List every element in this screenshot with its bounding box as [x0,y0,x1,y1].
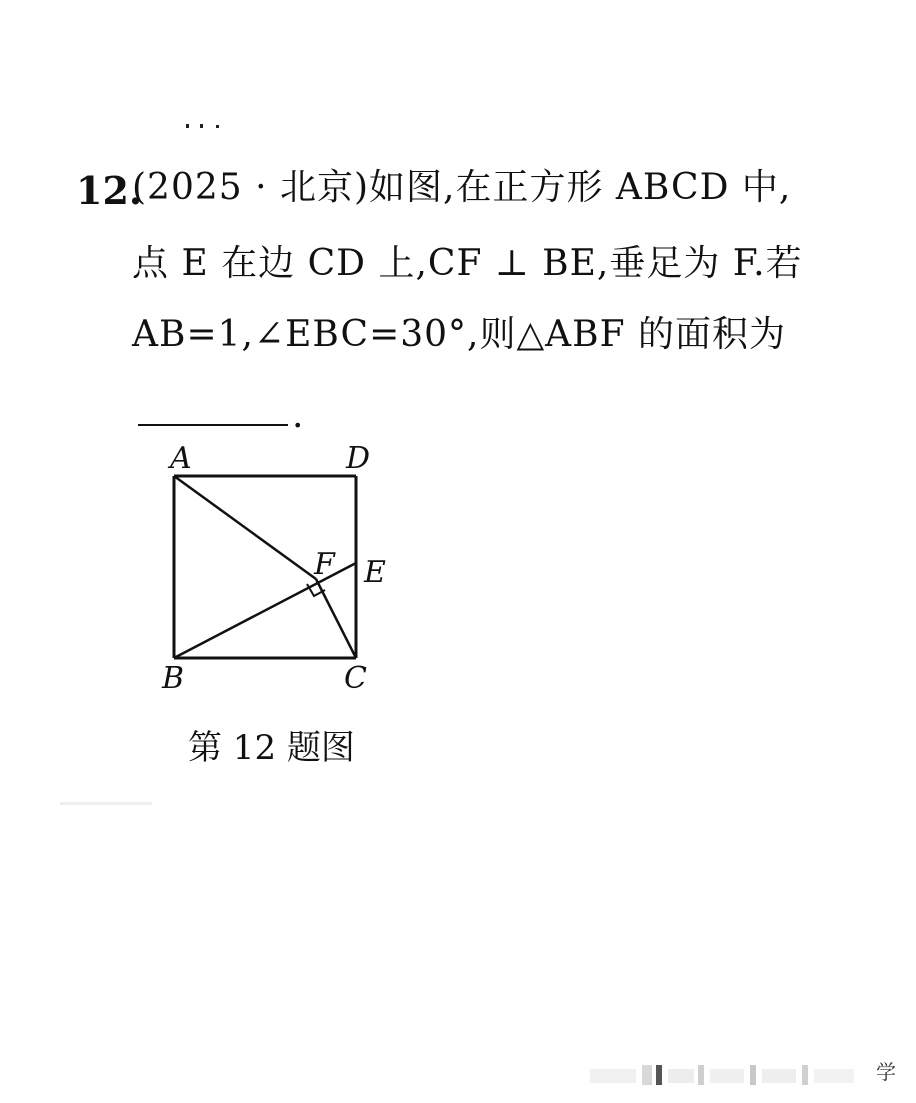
label-C: C [344,661,367,696]
label-B: B [162,661,185,696]
square-diagram [150,440,430,710]
problem-line-3: AB=1,∠EBC=30°,则△ABF 的面积为 [132,314,787,355]
label-F: F [314,547,335,582]
question-number: 12. [76,168,143,213]
top-scan-mark [184,114,224,120]
answer-blank[interactable] [138,424,288,426]
scan-mark-shape [184,123,224,129]
segment-AF [174,476,316,579]
figure-caption: 第 12 题图 [188,728,355,768]
label-D: D [346,441,371,476]
geometry-figure [150,440,430,714]
faint-divider [60,802,152,805]
label-E: E [364,555,386,590]
decoration-bars [590,1063,860,1087]
page-decoration [590,1063,860,1087]
problem-line-1: (2025 · 北京)如图,在正方形 ABCD 中, [132,167,792,208]
label-A: A [170,441,192,476]
problem-line-2: 点 E 在边 CD 上,CF ⊥ BE,垂足为 F.若 [132,243,803,284]
answer-period: . [292,395,304,436]
footer-label: 学 [876,1060,896,1084]
